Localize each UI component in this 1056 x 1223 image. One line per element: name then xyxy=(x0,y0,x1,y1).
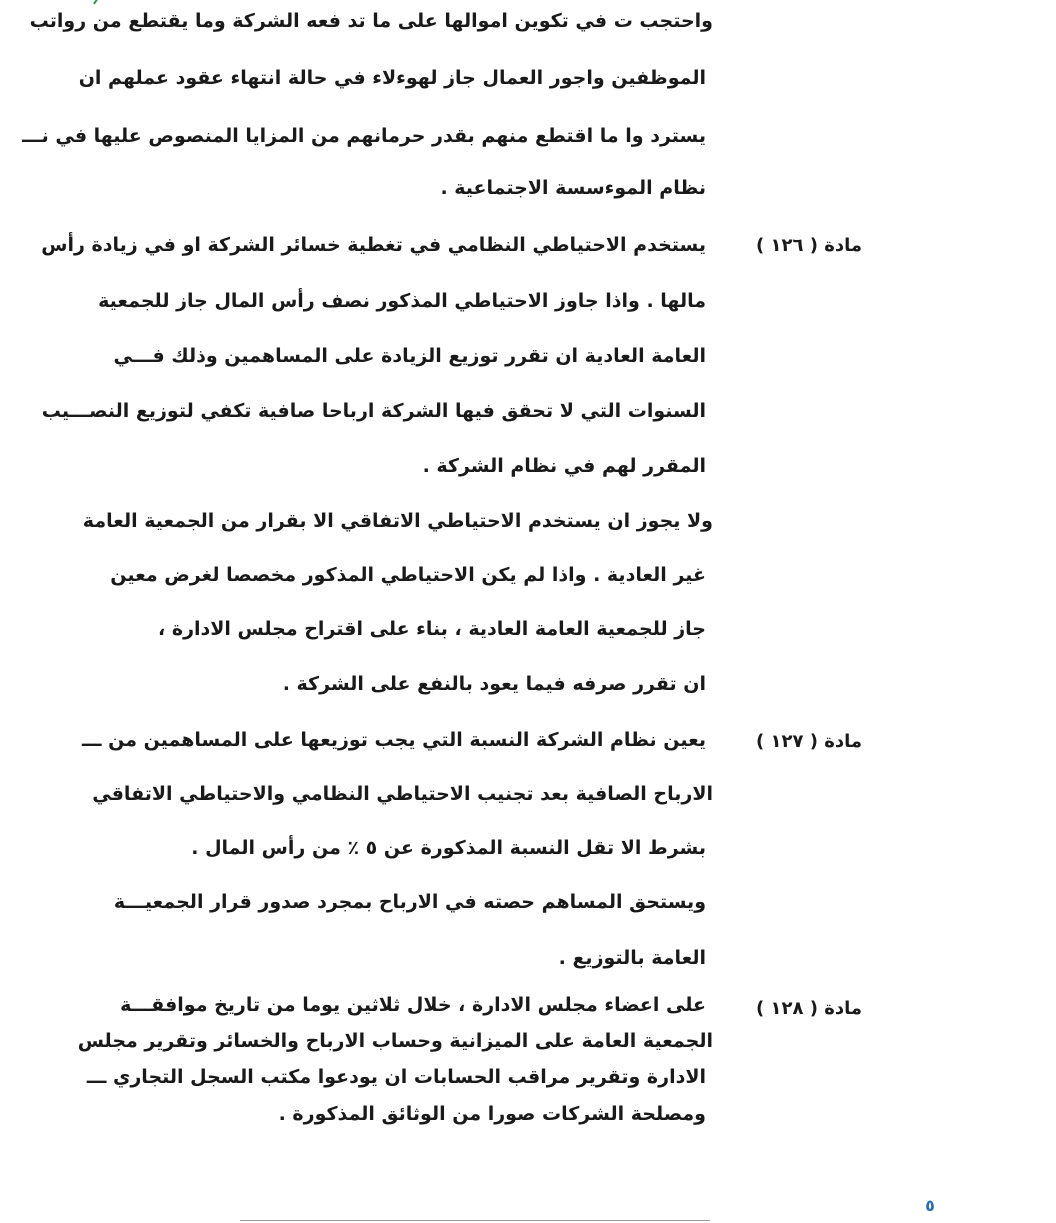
text-line: العامة العادية ان تقرر توزيع الزيادة على المساهمين وذلك فـــي xyxy=(113,345,706,367)
text-line: الموظفين واجور العمال جاز لهوءلاء في حالة انتهاء عقود عملهم ان xyxy=(78,67,706,89)
text-line: ويستحق المساهم حصته في الارباح بمجرد صدور قرار الجمعيـــة xyxy=(113,891,706,913)
bottom-rule xyxy=(240,1220,710,1221)
text-line: واحتجب ت في تكوين اموالها على ما تد فعه الشركة وما يقتطع من رواتب xyxy=(29,10,713,32)
text-line: جاز للجمعية العامة العادية ، بناء على اقتراح مجلس الادارة ، xyxy=(158,618,706,640)
text-line: على اعضاء مجلس الادارة ، خلال ثلاثين يوما من تاريخ موافقـــة xyxy=(120,994,706,1016)
text-line: غير العادية . واذا لم يكن الاحتياطي المذكور مخصصا لغرض معين xyxy=(110,564,706,586)
text-line: ولا يجوز ان يستخدم الاحتياطي الاتفاقي الا بقرار من الجمعية العامة xyxy=(82,510,713,532)
page-number: ٥ xyxy=(925,1196,935,1215)
text-line: المقرر لهم في نظام الشركة . xyxy=(422,455,706,477)
article-label-126: مادة ( ١٢٦ ) xyxy=(756,235,862,256)
text-line: بشرط الا تقل النسبة المذكورة عن ٥ ٪ من رأس المال . xyxy=(191,837,706,859)
article-label-127: مادة ( ١٢٧ ) xyxy=(756,731,862,752)
text-line: الادارة وتقرير مراقب الحسابات ان يودعوا مكتب السجل التجاري ـــ xyxy=(86,1066,706,1088)
text-line: ان تقرر صرفه فيما يعود بالنفع على الشركة . xyxy=(282,673,706,695)
text-line: ومصلحة الشركات صورا من الوثائق المذكورة . xyxy=(278,1103,706,1125)
text-line: الارباح الصافية بعد تجنيب الاحتياطي النظامي والاحتياطي الاتفاقي xyxy=(92,783,713,805)
text-line: يستخدم الاحتياطي النظامي في تغطية خسائر الشركة او في زيادة رأس xyxy=(41,234,706,256)
article-label-128: مادة ( ١٢٨ ) xyxy=(756,998,862,1019)
text-line: العامة بالتوزيع . xyxy=(558,947,706,969)
text-line: الجمعية العامة على الميزانية وحساب الارباح والخسائر وتقرير مجلس xyxy=(77,1030,713,1052)
text-line: السنوات التي لا تحقق فيها الشركة ارباحا صافية تكفي لتوزيع النصـــيب xyxy=(41,400,706,422)
text-line: يعين نظام الشركة النسبة التي يجب توزيعها على المساهمين من ـــ xyxy=(82,729,706,751)
text-line: يسترد وا ما اقتطع منهم بقدر حرمانهم من المزايا المنصوص عليها في نـــ xyxy=(22,125,706,147)
text-line: مالها . واذا جاوز الاحتياطي المذكور نصف رأس المال جاز للجمعية xyxy=(98,290,706,312)
text-line: نظام الموءسسة الاجتماعية . xyxy=(440,177,706,199)
